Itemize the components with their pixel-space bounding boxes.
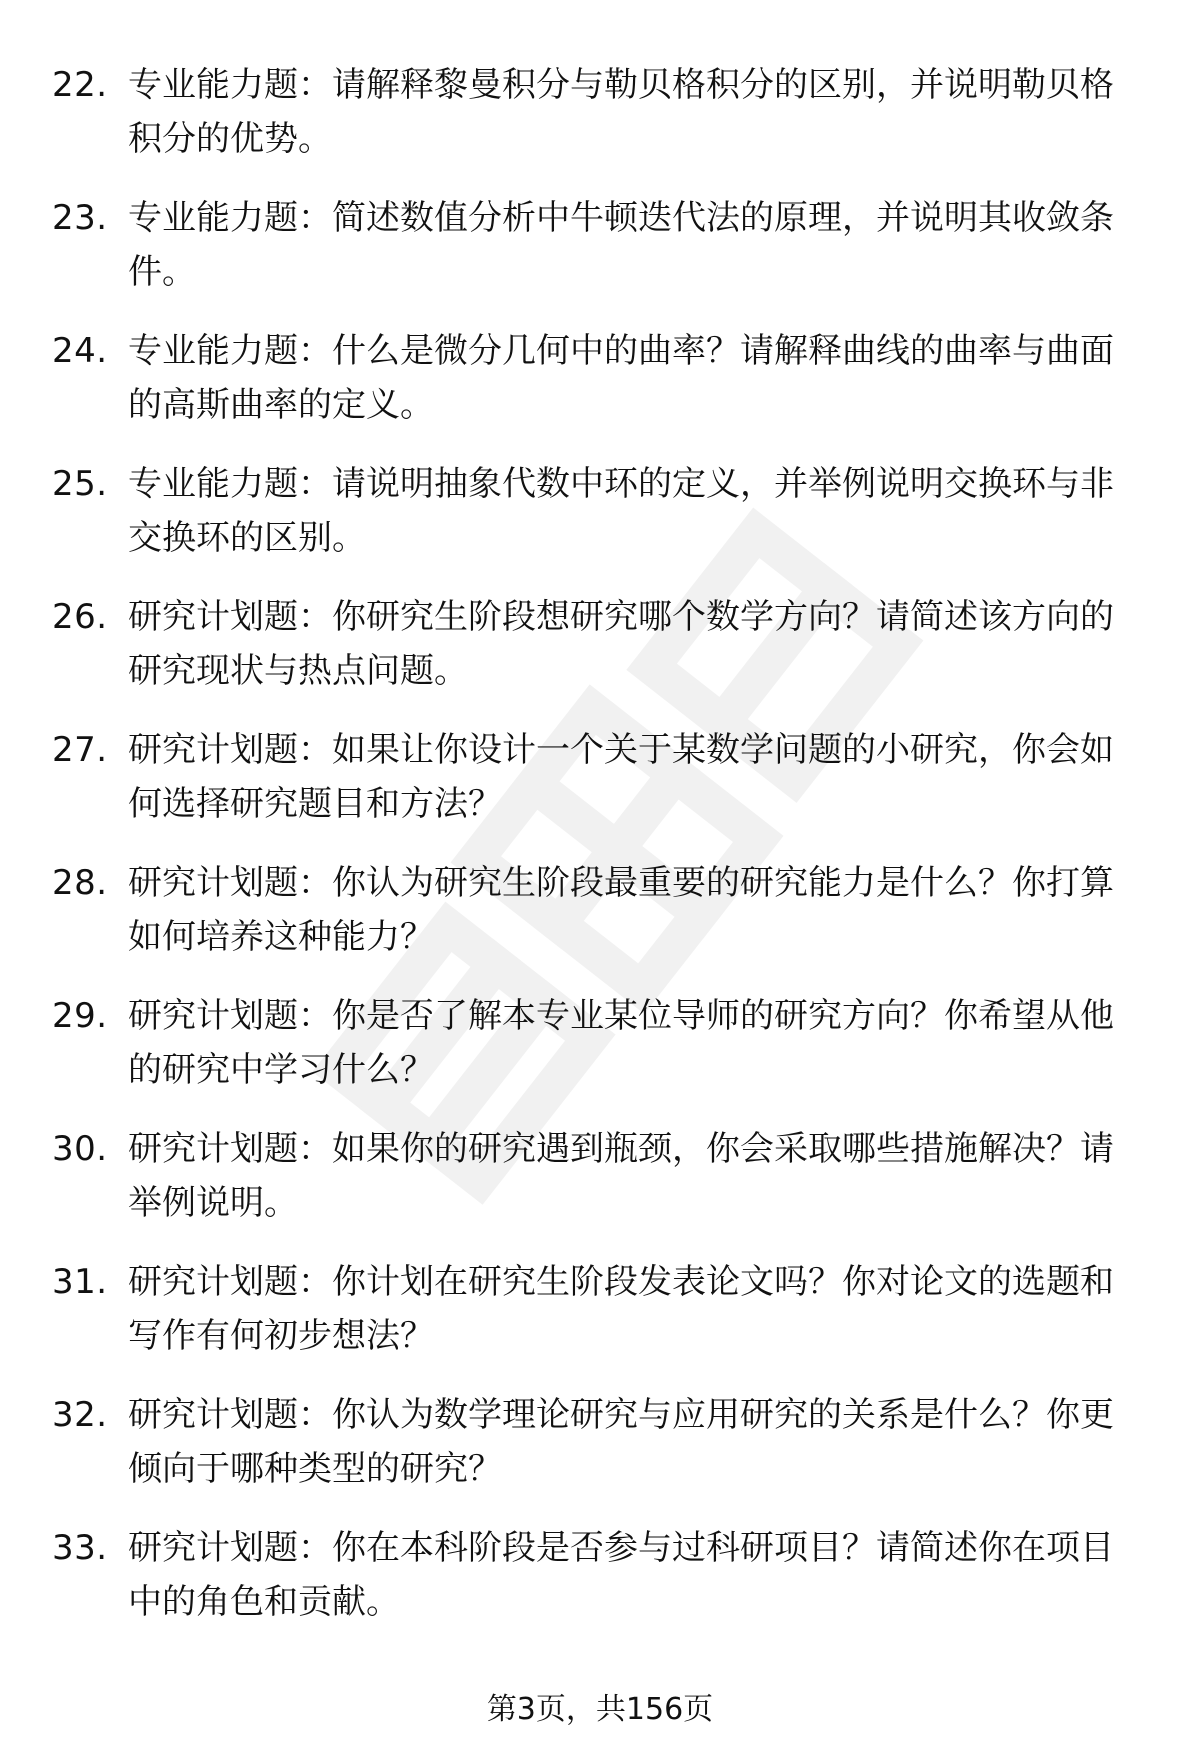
- question-text: 专业能力题：什么是微分几何中的曲率？请解释曲线的曲率与曲面的高斯曲率的定义。: [128, 331, 1114, 425]
- question-number: 26.: [52, 597, 108, 637]
- question-item: [0, 1122, 1200, 1255]
- question-number: 23.: [52, 198, 108, 238]
- page-footer: 第3页，共156页: [486, 1692, 714, 1727]
- question-item: [0, 1521, 1200, 1654]
- question-number: 24.: [52, 331, 108, 371]
- question-number: 25.: [52, 464, 108, 504]
- question-item: [0, 58, 1200, 191]
- question-text: 专业能力题：请说明抽象代数中环的定义，并举例说明交换环与非交换环的区别。: [128, 464, 1114, 558]
- question-text: 研究计划题：你计划在研究生阶段发表论文吗？你对论文的选题和写作有何初步想法？: [128, 1262, 1114, 1356]
- question-item: [0, 324, 1200, 457]
- question-text: 研究计划题：你是否了解本专业某位导师的研究方向？你希望从他的研究中学习什么？: [128, 996, 1114, 1090]
- question-item: [0, 989, 1200, 1122]
- question-item: [0, 1255, 1200, 1388]
- question-item: [0, 191, 1200, 324]
- question-item: [0, 457, 1200, 590]
- question-list: [0, 58, 1200, 1654]
- question-number: 32.: [52, 1395, 108, 1435]
- question-item: [0, 1388, 1200, 1521]
- question-text: 研究计划题：你认为数学理论研究与应用研究的关系是什么？你更倾向于哪种类型的研究？: [128, 1395, 1114, 1489]
- question-text: 研究计划题：如果你的研究遇到瓶颈，你会采取哪些措施解决？请举例说明。: [128, 1129, 1114, 1223]
- question-text: 研究计划题：你研究生阶段想研究哪个数学方向？请简述该方向的研究现状与热点问题。: [128, 597, 1114, 691]
- question-item: [0, 590, 1200, 723]
- question-number: 27.: [52, 730, 108, 770]
- question-item: [0, 723, 1200, 856]
- question-text: 研究计划题：如果让你设计一个关于某数学问题的小研究，你会如何选择研究题目和方法？: [128, 730, 1114, 824]
- question-text: 专业能力题：简述数值分析中牛顿迭代法的原理，并说明其收敛条件。: [128, 198, 1114, 292]
- question-item: [0, 856, 1200, 989]
- question-text: 研究计划题：你在本科阶段是否参与过科研项目？请简述你在项目中的角色和贡献。: [128, 1528, 1114, 1622]
- question-number: 30.: [52, 1129, 108, 1169]
- question-number: 33.: [52, 1528, 108, 1568]
- question-text: 研究计划题：你认为研究生阶段最重要的研究能力是什么？你打算如何培养这种能力？: [128, 863, 1114, 957]
- question-number: 31.: [52, 1262, 108, 1302]
- question-number: 29.: [52, 996, 108, 1036]
- question-text: 专业能力题：请解释黎曼积分与勒贝格积分的区别，并说明勒贝格积分的优势。: [128, 65, 1114, 159]
- question-number: 28.: [52, 863, 108, 903]
- question-number: 22.: [52, 65, 108, 105]
